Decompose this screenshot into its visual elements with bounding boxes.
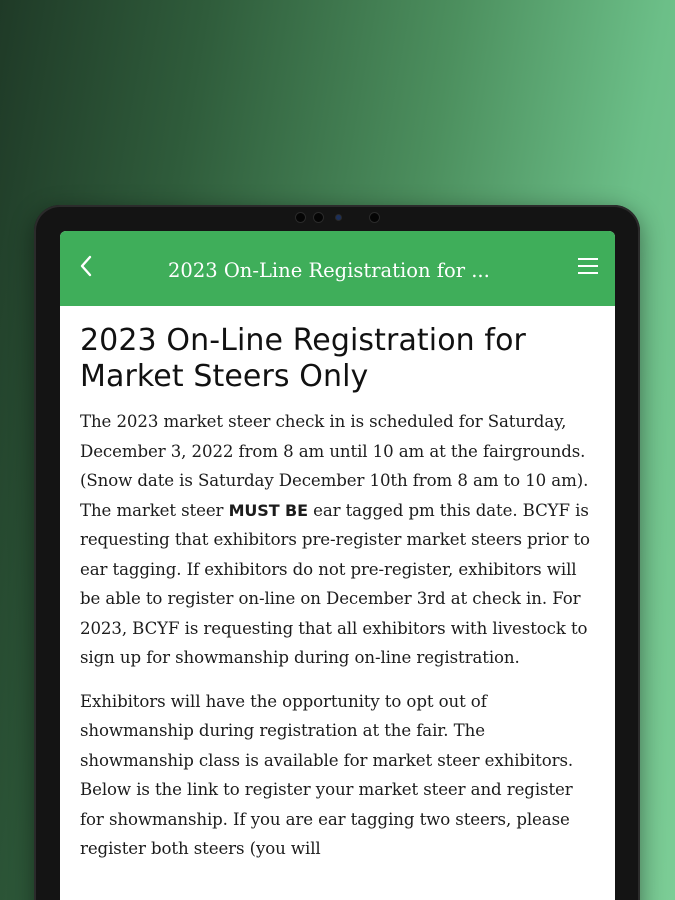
camera-dot-icon [370,213,379,222]
chevron-left-icon [78,254,96,282]
menu-button[interactable] [573,253,603,283]
article-paragraph [80,407,595,673]
emphasis-text: MUST BE [228,500,308,520]
tablet-frame [34,205,640,900]
back-button[interactable] [70,251,104,285]
paragraph-text: The 2023 market steer check in is scheduled for Saturday, December 3, 2022 from 8 am until 10 am at the fairgrounds. (Snow date is Saturday December 10th from 8 am to 10 am). The market steer [80,412,589,520]
page-title: 2023 On-Line Registration for Market Steers Only [80,323,526,394]
article-paragraph: Exhibitors will have the opportunity to opt out of showmanship during registration at the fair. The showmanship class is available for market steer exhibitors. Below is the link to register your market steer and register for showmanship. If you are ear tagging two steers, please register both steers (you will [80,691,574,858]
camera-lens-icon [336,215,341,220]
article-content [80,323,595,864]
app-screen [60,231,615,900]
app-bar-title: 2023 On-Line Registration for ... [168,259,490,282]
camera-dot-icon [296,213,305,222]
hamburger-menu-icon [576,256,600,280]
camera-dot-icon [314,213,323,222]
paragraph-text: ear tagged pm this date. BCYF is requesting that exhibitors pre-register market steers prior to ear tagging. If exhibitors do not pre-register, exhibitors will be able to register on-line on December 3rd at check in. For 2023, BCYF is requesting that all exhibitors with livestock to sign up for showmanship during on-line registration. [80,500,590,667]
app-bar [60,231,615,306]
